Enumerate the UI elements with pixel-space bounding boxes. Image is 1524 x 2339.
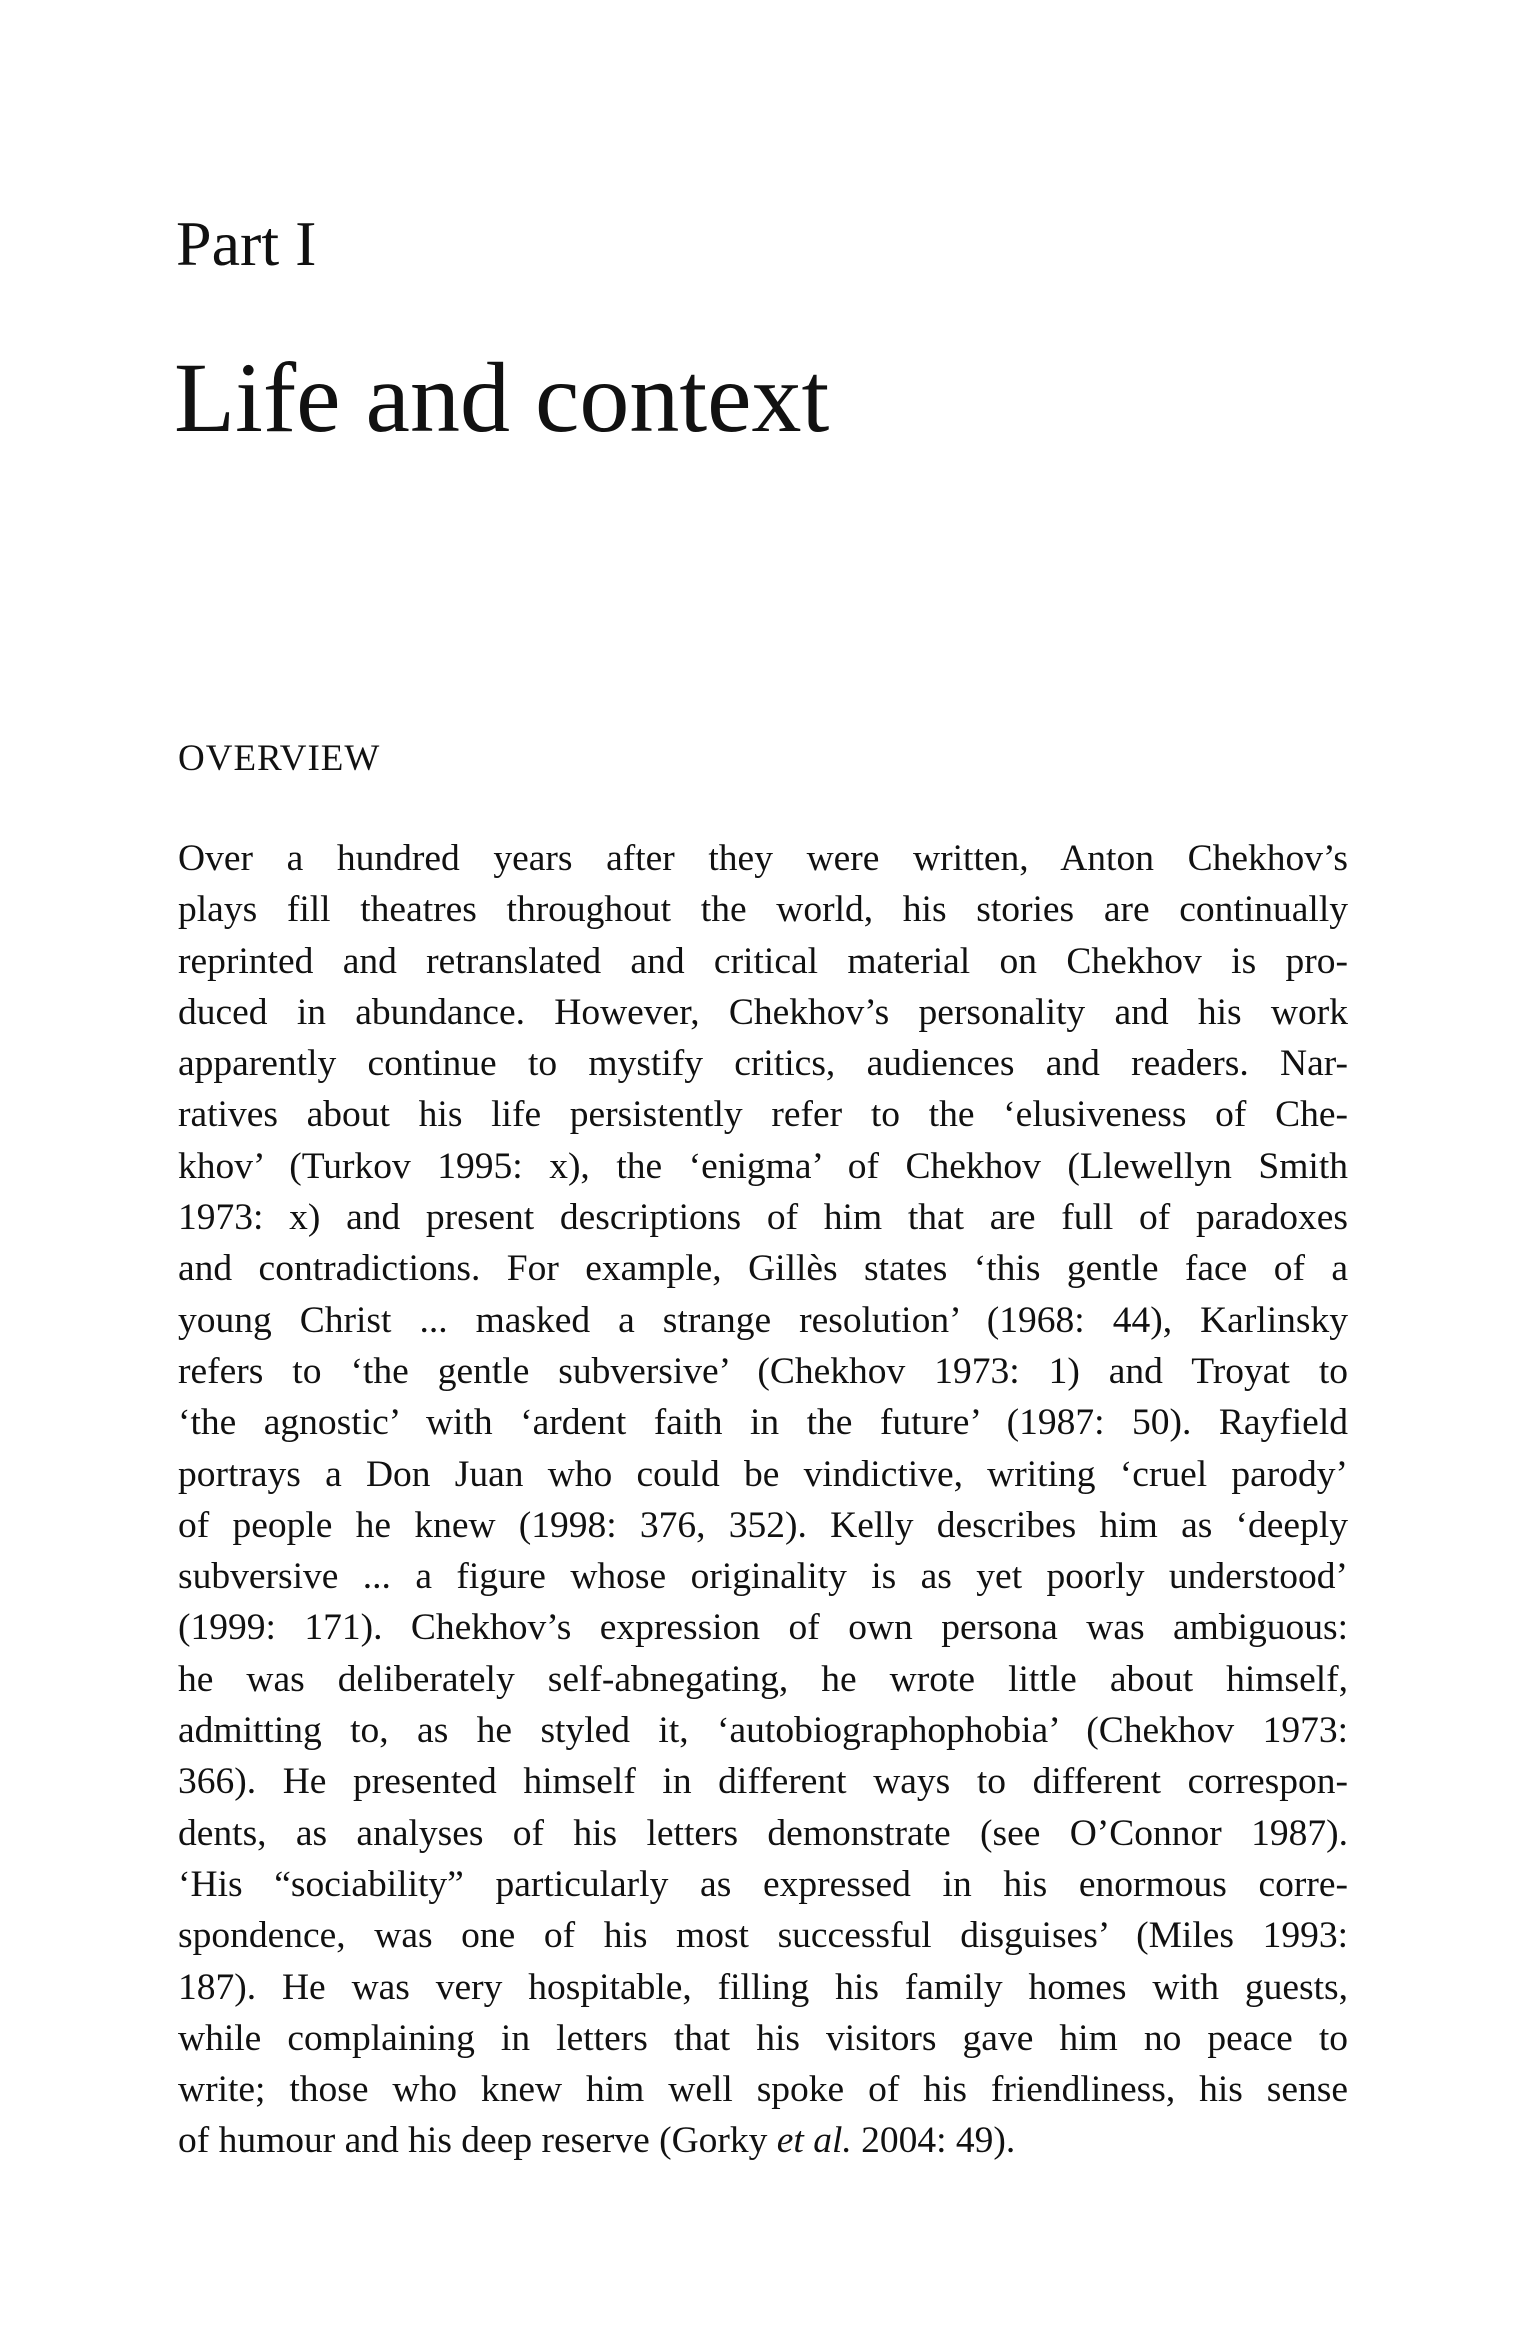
paragraph-line: of people he knew (1998: 376, 352). Kelly describes him as ‘deeply — [178, 1504, 1348, 1546]
paragraph-line: 187). He was very hospitable, filling his family homes with guests, — [178, 1966, 1348, 2008]
paragraph-line: and contradictions. For example, Gillès states ‘this gentle face of a — [178, 1248, 1348, 1290]
last-line-text-end: 2004: 49). — [851, 2120, 1016, 2162]
paragraph-line: admitting to, as he styled it, ‘autobiographophobia’ (Chekhov 1973: — [178, 1710, 1348, 1752]
paragraph-line: 366). He presented himself in different ways to different correspon- — [178, 1761, 1348, 1803]
paragraph-line: (1999: 171). Chekhov’s expression of own persona was ambiguous: — [178, 1607, 1348, 1649]
paragraph-line: young Christ ... masked a strange resolution’ (1968: 44), Karlinsky — [178, 1299, 1348, 1341]
paragraph-line: spondence, was one of his most successful disguises’ (Miles 1993: — [178, 1915, 1348, 1957]
paragraph-line: 1973: x) and present descriptions of him that are full of paradoxes — [178, 1197, 1348, 1239]
paragraph-line: ‘His “sociability” particularly as expressed in his enormous corre- — [178, 1863, 1348, 1905]
paragraph-line: he was deliberately self-abnegating, he wrote little about himself, — [178, 1658, 1348, 1700]
paragraph-line: while complaining in letters that his visitors gave him no peace to — [178, 2017, 1348, 2059]
paragraph-line: reprinted and retranslated and critical material on Chekhov is pro- — [178, 940, 1348, 982]
paragraph-line: subversive ... a figure whose originality is as yet poorly understood’ — [178, 1556, 1348, 1598]
part-title: Life and context — [174, 342, 830, 453]
paragraph-line: portrays a Don Juan who could be vindictive, writing ‘cruel parody’ — [178, 1453, 1348, 1495]
last-line-text: of humour and his deep reserve (Gorky — [178, 2120, 777, 2162]
paragraph-line: write; those who knew him well spoke of his friendliness, his sense — [178, 2069, 1348, 2111]
paragraph-line: Over a hundred years after they were written, Anton Chekhov’s — [178, 838, 1348, 879]
paragraph-line: ‘the agnostic’ with ‘ardent faith in the future’ (1987: 50). Rayfield — [178, 1402, 1348, 1444]
paragraph-line: khov’ (Turkov 1995: x), the ‘enigma’ of Chekhov (Llewellyn Smith — [178, 1145, 1348, 1187]
part-number: Part I — [176, 208, 317, 279]
section-heading: OVERVIEW — [178, 738, 381, 779]
paragraph-last-line — [178, 2115, 1348, 2166]
paragraph-line: apparently continue to mystify critics, audiences and readers. Nar- — [178, 1043, 1348, 1085]
paragraph-line: refers to ‘the gentle subversive’ (Chekhov 1973: 1) and Troyat to — [178, 1350, 1348, 1392]
paragraph-line: duced in abundance. However, Chekhov’s personality and his work — [178, 991, 1348, 1033]
body-paragraph — [178, 833, 1348, 2167]
paragraph-line: ratives about his life persistently refer to the ‘elusiveness of Che- — [178, 1094, 1348, 1136]
italic-citation: et al. — [776, 2120, 852, 2162]
paragraph-line: dents, as analyses of his letters demonstrate (see O’Connor 1987). — [178, 1812, 1348, 1854]
paragraph-line: plays fill theatres throughout the world, his stories are continually — [178, 889, 1348, 931]
